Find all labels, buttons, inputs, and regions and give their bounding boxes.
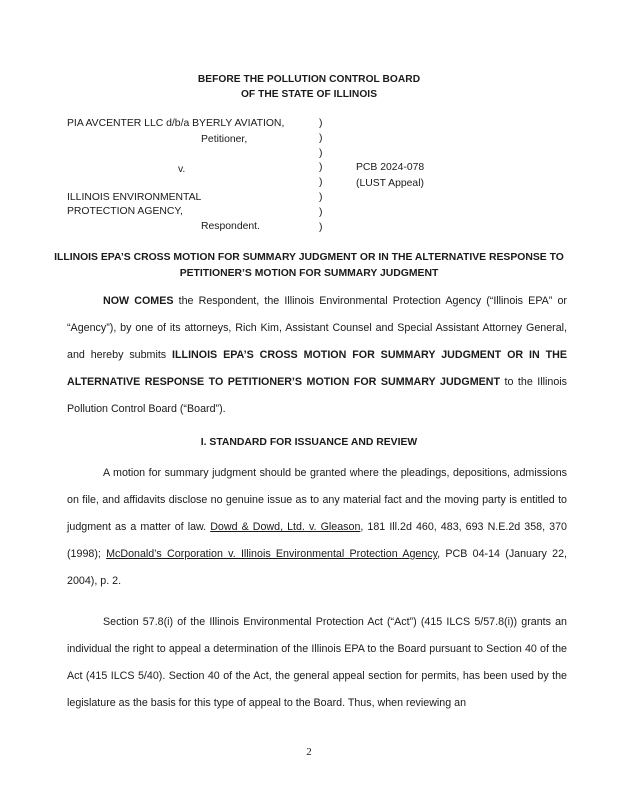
- case-citation: Dowd & Dowd, Ltd. v. Gleason: [210, 521, 361, 533]
- motion-title-line-2: PETITIONER’S MOTION FOR SUMMARY JUDGMENT: [179, 268, 439, 279]
- respondent-name-line-1: ILLINOIS ENVIRONMENTAL: [67, 192, 202, 203]
- petitioner-role: Petitioner,: [201, 134, 248, 145]
- caption-paren: ): [319, 207, 323, 218]
- standard-text-1: A motion for summary judgment should be granted where the pleadings, depositions, admissions on file, and affidavits disclose no genuine issue as to any material fact and the moving party is entitled to judgment as a matter of law.: [67, 467, 567, 533]
- motion-title: [40, 250, 578, 282]
- case-citation: McDonald’s Corporation v. Illinois Environmental Protection Agency: [106, 548, 438, 560]
- intro-paragraph: [67, 288, 567, 423]
- court-title-line-1: BEFORE THE POLLUTION CONTROL BOARD: [197, 74, 421, 85]
- respondent-name-line-2: PROTECTION AGENCY,: [67, 206, 183, 217]
- standard-text-2: , 181 Ill.2d 460, 483, 693 N.E.2d 358, 370 (1998);: [67, 521, 567, 560]
- caption-paren: ): [319, 162, 323, 173]
- case-number: PCB 2024-078: [356, 162, 425, 173]
- petitioner-name: PIA AVCENTER LLC d/b/a BYERLY AVIATION,: [67, 118, 285, 129]
- statute-paragraph: [67, 609, 567, 717]
- court-title-line-2: OF THE STATE OF ILLINOIS: [240, 89, 378, 100]
- caption-paren: ): [319, 148, 323, 159]
- versus-label: v.: [178, 164, 186, 175]
- intro-text-2: to the Illinois Pollution Control Board (“Board”).: [67, 376, 567, 415]
- caption-paren: ): [319, 177, 323, 188]
- caption-paren: ): [319, 133, 323, 144]
- section-heading: I. STANDARD FOR ISSUANCE AND REVIEW: [200, 437, 418, 448]
- caption-paren: ): [319, 118, 323, 129]
- caption-paren: ): [319, 192, 323, 203]
- standard-paragraph: [67, 460, 567, 595]
- respondent-role: Respondent.: [201, 221, 260, 232]
- page-number: 2: [306, 746, 312, 758]
- motion-name: ILLINOIS EPA’S CROSS MOTION FOR SUMMARY JUDGMENT OR IN THE ALTERNATIVE RESPONSE TO PETITIONER’S MOTION FOR SUMMARY JUDGMENT: [67, 349, 567, 388]
- motion-title-line-1: ILLINOIS EPA’S CROSS MOTION FOR SUMMARY JUDGMENT OR IN THE ALTERNATIVE RESPONSE TO: [54, 252, 564, 263]
- standard-text-3: , PCB 04-14 (January 22, 2004), p. 2.: [67, 548, 567, 587]
- intro-text-1: the Respondent, the Illinois Environmental Protection Agency (“Illinois EPA” or “Agency”), by one of its attorneys, Rich Kim, Assistant Counsel and Special Assistant Attorney General, and hereby submits: [67, 295, 567, 361]
- statute-text: Section 57.8(i) of the Illinois Environmental Protection Act (“Act”) (415 ILCS 5/57.8(i)) grants an individual the right to appeal a determination of the Illinois EPA to the Board pursuant to Section 40 of the Act (415 ILCS 5/40). Section 40 of the Act, the general appeal section for permits, has been used by the legislature as the basis for this type of appeal to the Board. Thus, when reviewing an: [67, 616, 567, 709]
- caption-paren: ): [319, 222, 323, 233]
- now-comes-phrase: NOW COMES: [103, 295, 174, 307]
- case-type: (LUST Appeal): [356, 178, 424, 189]
